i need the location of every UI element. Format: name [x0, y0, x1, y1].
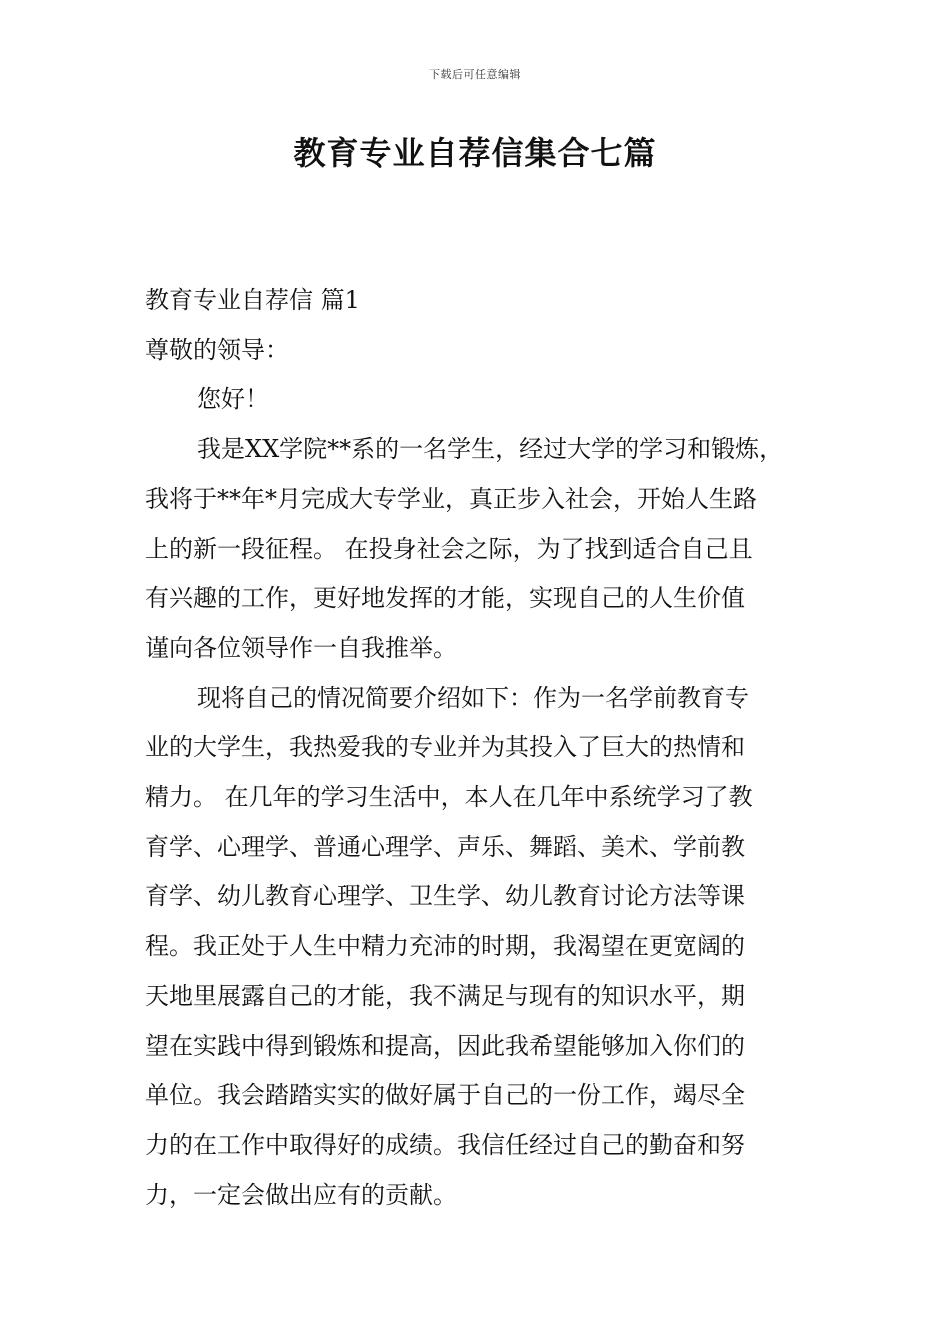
section-heading: 教育专业自荐信 篇1 [145, 286, 360, 314]
paragraph-2 [145, 674, 810, 1221]
paragraph-line: 精力。 在几年的学习生活中，本人在几年中系统学习了教 [145, 783, 753, 812]
paragraph-line: 我是XX学院**系的一名学生，经过大学的学习和锻炼， [197, 435, 784, 464]
paragraph-line: 上的新一段征程。 在投身社会之际，为了找到适合自己且 [145, 534, 753, 563]
paragraph-line: 谨向各位领导作一自我推举。 [145, 633, 457, 662]
paragraph-1 [145, 425, 810, 674]
header-note: 下载后可任意编辑 [429, 68, 521, 81]
paragraph-line: 望在实践中得到锻炼和提高，因此我希望能够加入你们的 [145, 1031, 745, 1060]
paragraph-line: 我将于**年*月完成大专学业，真正步入社会，开始人生路 [145, 484, 757, 513]
salutation: 尊敬的领导： [145, 335, 289, 364]
paragraph-line: 力，一定会做出应有的贡献。 [145, 1180, 457, 1209]
document-title: 教育专业自荐信集合七篇 [293, 134, 657, 172]
paragraph-line: 育学、心理学、普通心理学、声乐、舞蹈、美术、学前教 [145, 832, 745, 861]
paragraph-line: 单位。我会踏踏实实的做好属于自己的一份工作，竭尽全 [145, 1081, 745, 1110]
paragraph-line: 业的大学生，我热爱我的专业并为其投入了巨大的热情和 [145, 733, 745, 762]
greeting: 您好！ [197, 385, 269, 414]
paragraph-line: 程。我正处于人生中精力充沛的时期，我渴望在更宽阔的 [145, 932, 745, 961]
paragraph-line: 力的在工作中取得好的成绩。我信任经过自己的勤奋和努 [145, 1130, 745, 1159]
paragraph-line: 育学、幼儿教育心理学、卫生学、幼儿教育讨论方法等课 [145, 882, 745, 911]
paragraph-line: 现将自己的情况简要介绍如下：作为一名学前教育专 [197, 683, 749, 712]
paragraph-line: 有兴趣的工作，更好地发挥的才能，实现自己的人生价值 [145, 584, 745, 613]
paragraph-line: 天地里展露自己的才能，我不满足与现有的知识水平，期 [145, 981, 745, 1010]
document-body [145, 276, 810, 1220]
